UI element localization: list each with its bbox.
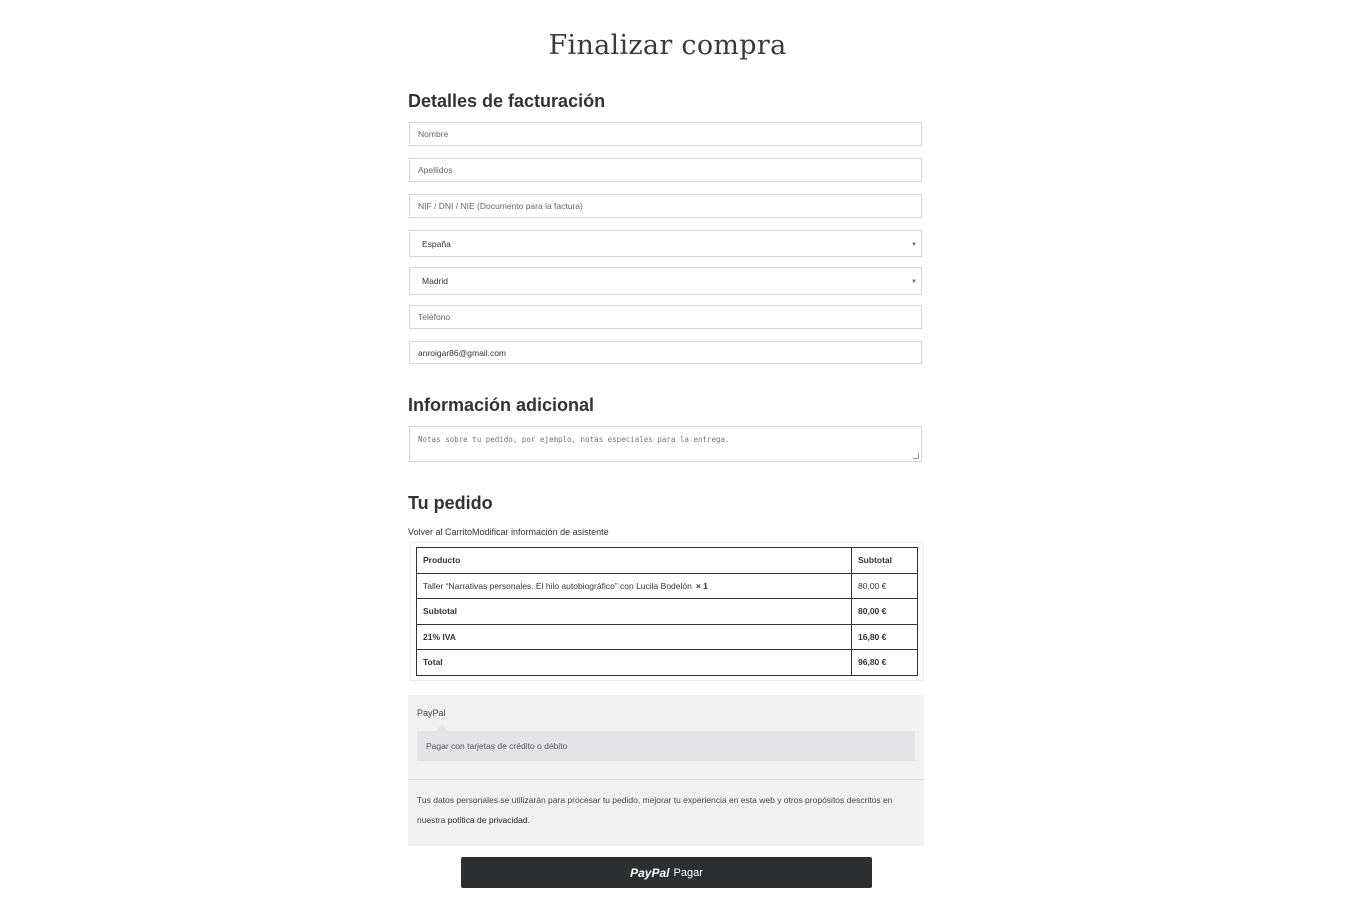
tooltip-arrow-icon (436, 724, 448, 731)
order-table-wrapper (410, 542, 924, 681)
order-heading: Tu pedido (408, 493, 493, 513)
table-row (417, 650, 918, 676)
chevron-down-icon: ▼ (911, 241, 917, 248)
payment-description-text: Pagar con tarjetas de crédito o débito (426, 741, 568, 751)
privacy-text: Tus datos personales se utilizarán para procesar tu pedido, mejorar tu experiencia en esta web y otros propósitos descritos en nuestra (417, 795, 893, 825)
product-cell (417, 573, 852, 599)
order-table (416, 547, 918, 676)
email-input[interactable] (409, 341, 922, 364)
table-row (417, 599, 918, 625)
nif-placeholder: NIF / DNI / NIE (Documento para la factura) (418, 201, 583, 211)
divider (408, 779, 924, 780)
notes-placeholder: Notas sobre tu pedido, por ejemplo, notas especiales para la entrega. (418, 435, 730, 444)
privacy-end: . (527, 815, 530, 825)
phone-placeholder: Teléfono (418, 312, 451, 322)
table-row (417, 573, 918, 599)
billing-heading: Detalles de facturación (408, 91, 606, 111)
name-input[interactable] (409, 122, 922, 146)
resize-handle-icon[interactable] (913, 453, 919, 459)
subtotal-value: 80,00 € (852, 599, 918, 625)
table-header-row (417, 548, 918, 574)
country-select[interactable] (409, 230, 922, 257)
order-notes-textarea[interactable] (409, 426, 922, 462)
tax-label: 21% IVA (417, 624, 852, 650)
checkout-form (408, 0, 924, 917)
back-to-cart-link[interactable]: Volver al Carrito (408, 527, 473, 537)
order-links (408, 527, 609, 537)
edit-attendee-link[interactable]: Modificar información de asistente (472, 527, 609, 537)
additional-heading: Información adicional (408, 395, 595, 415)
surname-placeholder: Apellidos (418, 165, 453, 175)
payment-panel (408, 695, 924, 846)
paypal-logo: PayPal (630, 865, 670, 880)
province-select[interactable] (409, 267, 922, 295)
payment-description (417, 731, 915, 761)
phone-input[interactable] (409, 305, 922, 329)
product-quantity: × 1 (695, 580, 708, 591)
total-value: 96,80 € (852, 650, 918, 676)
privacy-policy-link[interactable]: política de privacidad (447, 815, 528, 825)
page-title: Finalizar compra (548, 30, 787, 61)
province-value: Madrid (422, 276, 448, 286)
paypal-pay-button[interactable] (461, 857, 872, 888)
total-label: Total (417, 650, 852, 676)
subtotal-label: Subtotal (417, 599, 852, 625)
chevron-down-icon: ▼ (911, 279, 917, 286)
name-placeholder: Nombre (418, 129, 449, 139)
surname-input[interactable] (409, 158, 922, 182)
table-row (417, 624, 918, 650)
country-value: España (422, 238, 451, 249)
column-header-product: Producto (417, 548, 852, 574)
column-header-subtotal: Subtotal (852, 548, 918, 574)
tax-value: 16,80 € (852, 624, 918, 650)
product-price: 80,00 € (852, 573, 918, 599)
nif-input[interactable] (409, 194, 922, 218)
privacy-notice (417, 790, 897, 830)
payment-method-paypal[interactable]: PayPal (417, 708, 446, 718)
pay-button-label: Pagar (673, 866, 703, 879)
email-value: anroigar86@gmail.com (418, 347, 507, 358)
product-name: Taller “Narrativas personales. El hilo autobiográfico” con Lucila Bodelón (423, 580, 692, 591)
